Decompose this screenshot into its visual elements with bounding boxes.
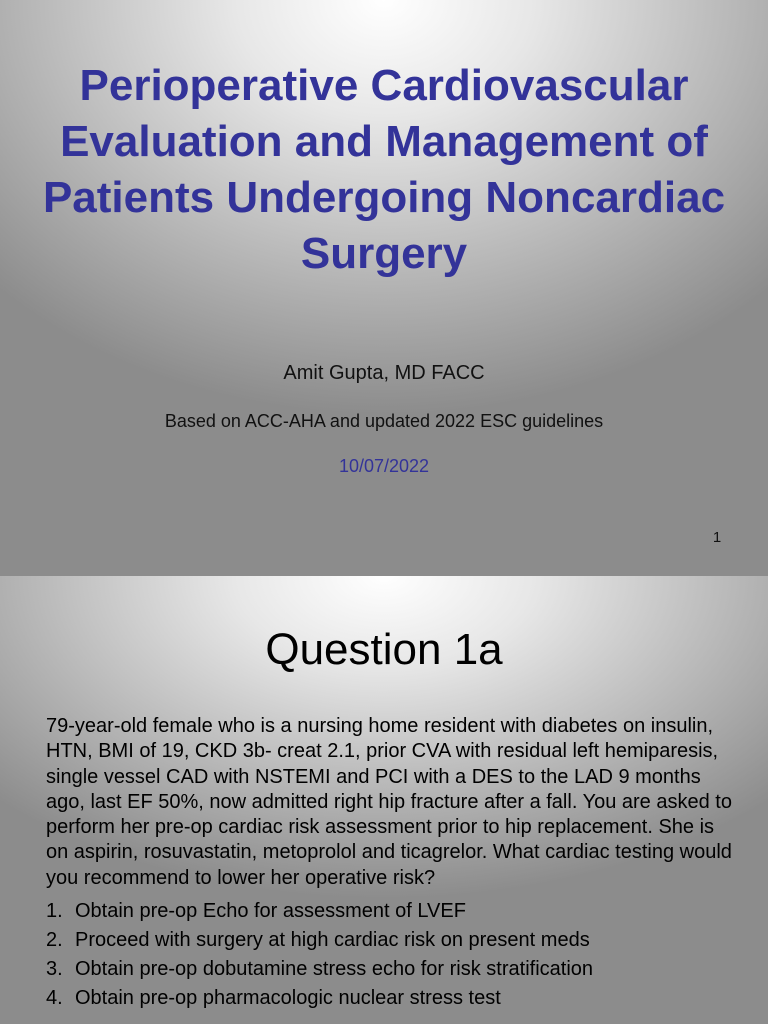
option-number: 2.: [46, 929, 63, 952]
option-number: 4.: [46, 987, 63, 1010]
slide-number: 1: [712, 529, 722, 546]
question-text: 79-year-old female who is a nursing home resident with diabetes on insulin, HTN, BMI of 19, CKD 3b- creat 2.1, prior CVA with residual left hemiparesis, single vessel CAD with NSTEMI and PCI with a DES to the LAD 9 months ago, last EF 50%, now admitted right hip fracture after a fall. You are asked to perform her pre-op cardiac risk assessment prior to hip replacement. She is on aspirin, rosuvastatin, metoprolol and ticagrelor. What cardiac testing would you recommend to lower her operative risk?: [46, 715, 732, 889]
question-title: Question 1a: [265, 625, 503, 674]
answer-option: [46, 897, 736, 926]
answer-option: [46, 955, 736, 984]
guideline-basis: Based on ACC-AHA and updated 2022 ESC guidelines: [164, 411, 604, 431]
presentation-title: Perioperative Cardiovascular Evaluation and Management of Patients Undergoing Noncardiac Surgery: [42, 61, 726, 278]
option-number: 3.: [46, 958, 63, 981]
option-text: Obtain pre-op pharmacologic nuclear stress test: [75, 987, 501, 1010]
answer-options: [46, 897, 736, 1013]
author-name: Amit Gupta, MD FACC: [283, 362, 485, 384]
option-number: 1.: [46, 900, 63, 923]
option-text: Obtain pre-op Echo for assessment of LVEF: [75, 900, 466, 923]
answer-option: [46, 926, 736, 955]
question-body: [46, 714, 736, 1013]
question-slide: [0, 576, 768, 1024]
presentation-date: 10/07/2022: [338, 456, 430, 476]
option-text: Proceed with surgery at high cardiac risk on present meds: [75, 929, 590, 952]
option-text: Obtain pre-op dobutamine stress echo for risk stratification: [75, 958, 594, 981]
answer-option: [46, 984, 736, 1013]
